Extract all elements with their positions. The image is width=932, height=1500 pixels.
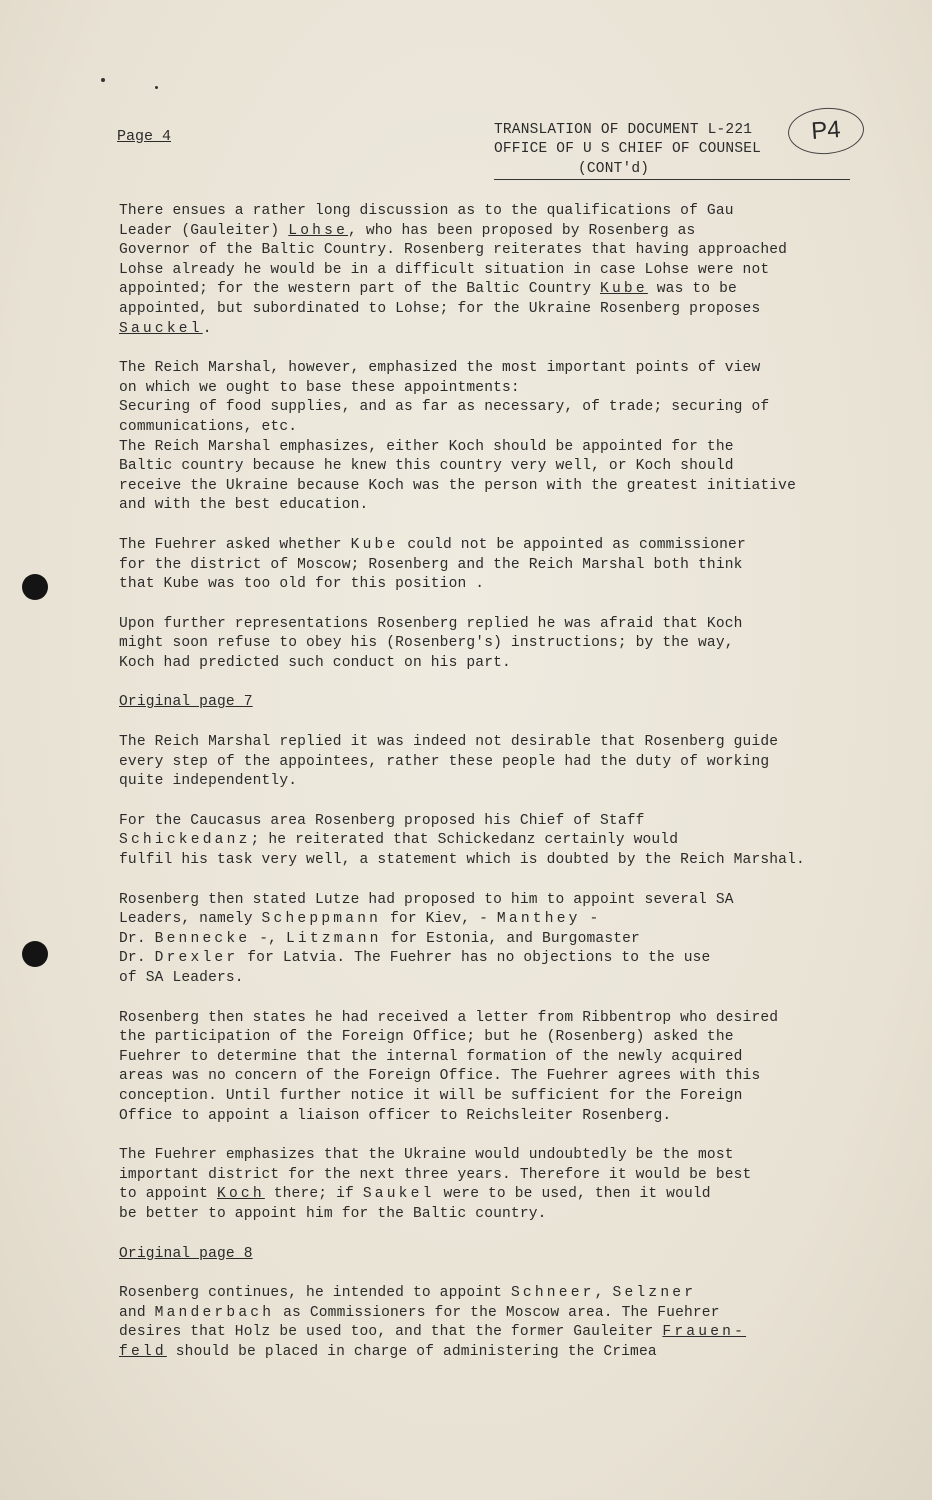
name-lohse: Lohse [288,222,349,239]
ink-speck [155,86,158,89]
paragraph-caucasus: For the Caucasus area Rosenberg proposed his Chief of Staff Schickedanz; he reiterated that Schickedanz certainly would fulfil his task very well, a statement which is doubted by the Reich Marshal. [119,812,805,869]
name-schneer: Schneer [510,1285,595,1302]
header-line-continued: (CONT'd) [494,160,850,180]
header-line-office: OFFICE OF U S CHIEF OF COUNSEL [494,141,762,157]
paragraph-foreign-office: Rosenberg then states he had received a letter from Ribbentrop who desired the participation of the Foreign Office; but he (Rosenberg) asked the Fuehrer to determine that the internal formation of the newly acquired areas was no concern of the Foreign Office. The Fuehrer agrees with this conception. Until further notice it will be sufficient for the Foreign Office to appoint a liaison officer to Reichsleiter Rosenberg. [119,1009,779,1124]
name-kube: Kube [600,281,648,298]
handwritten-page-mark: P4 [786,105,865,156]
document-body [119,202,864,1383]
name-sauckel: Sauckel [119,320,203,337]
name-kube-spaced: Kube [350,536,399,553]
paragraph-independence: The Reich Marshal replied it was indeed not desirable that Rosenberg guide every step of the appointees, rather these people had the duty of working quite independently. [119,734,779,790]
paragraph-reich-marshal-views: The Reich Marshal, however, emphasized the most important points of view on which we ought to base these appointments: Securing of food supplies, and as far as necessary, of trade; securing of communications, etc. The Reich Marshal emphasizes, either Koch should be appointed for the Baltic country because he knew this country very well, or Koch should receive the Ukraine because Koch was the person with the greatest initiative and with the best education. [119,360,796,514]
ink-speck [101,78,105,82]
name-bennecke: Bennecke [154,930,251,947]
paragraph-sa-leaders: Rosenberg then stated Lutze had proposed to him to appoint several SA Leaders, namely Scheppmann for Kiev, - Manthey - Dr. Bennecke -, Litzmann for Estonia, and Burgomaster Dr. Drexler for Latvia. The Fuehrer has no objections to the use of SA Leaders. [119,891,734,986]
name-schickedanz: Schickedanz [119,832,251,849]
name-drexler: Drexler [154,950,239,967]
name-manderbach: Manderbach [154,1304,275,1321]
name-frauenfeld-part1: Frauen- [662,1324,747,1341]
name-saukel: Saukel [362,1186,435,1203]
paragraph-ukraine-importance: The Fuehrer emphasizes that the Ukraine would undoubtedly be the most important district for the next three years. Therefore it would be best to appoint Koch there; if Saukel were to be used, then it would be better to appoint him for the Baltic country. [119,1147,752,1222]
paragraph-moscow-commissioners: Rosenberg continues, he intended to appoint Schneer, Selzner and Manderbach as Commissioners for the Moscow area. The Fuehrer desires that Holz be used too, and that the former Gauleiter Frauen- feld should be placed in charge of administering the Crimea [119,1285,747,1360]
paragraph-koch-representations: Upon further representations Rosenberg replied he was afraid that Koch might soon refuse to obey his (Rosenberg's) instructions; by the way, Koch had predicted such conduct on his part. [119,615,743,671]
name-litzmann: Litzmann [285,930,382,947]
section-heading-page-8: Original page 8 [119,1245,253,1262]
paragraph-lohse-discussion: There ensues a rather long discussion as to the qualifications of Gau Leader (Gauleiter) Lohse, who has been proposed by Rosenberg as Governor of the Baltic Country. Rosenberg reiterates that having approached Lohse already he would be in a difficult situation in case Lohse were not appointed; for the western part of the Baltic Country Kube was to be appointed, but subordinated to Lohse; for the Ukraine Rosenberg proposes Sauckel. [119,203,788,337]
paragraph-kube-moscow: The Fuehrer asked whether Kube could not be appointed as commissioner for the district of Moscow; Rosenberg and the Reich Marshal both think that Kube was too old for this position . [119,536,746,593]
name-koch: Koch [216,1186,265,1203]
section-heading-page-7: Original page 7 [119,694,253,711]
name-manthey: Manthey [496,911,581,928]
document-header [494,121,814,180]
page-number-label: Page 4 [117,128,172,145]
name-frauenfeld-part2: feld [119,1343,167,1360]
punch-hole [22,574,48,600]
header-line-translation: TRANSLATION OF DOCUMENT L-221 [494,122,753,138]
punch-hole [22,941,48,967]
name-scheppmann: Scheppmann [261,911,382,928]
name-selzner: Selzner [612,1285,697,1302]
